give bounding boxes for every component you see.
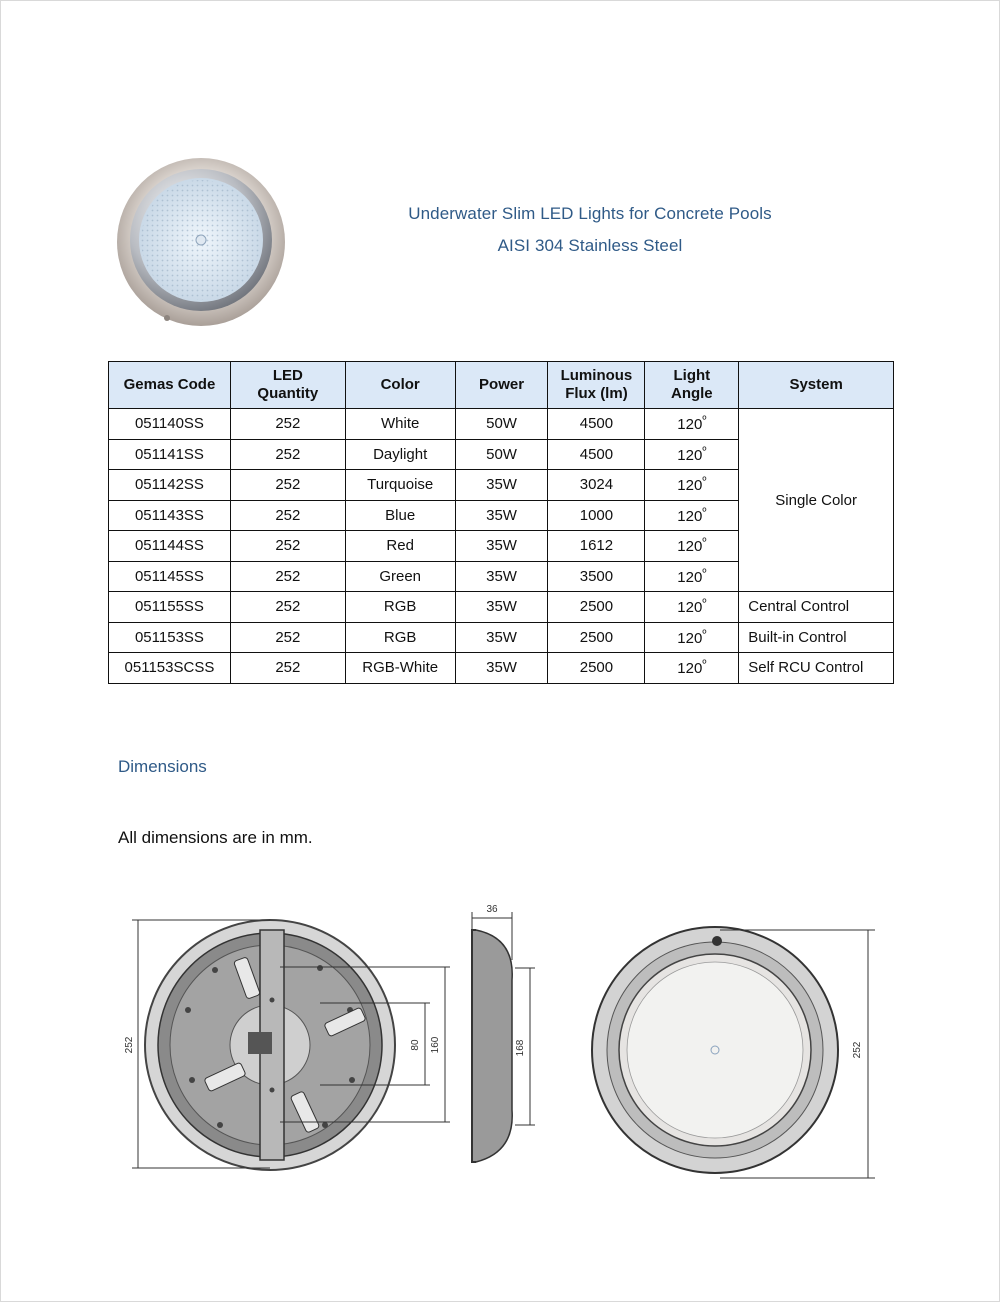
cell-qty: 252 (230, 439, 345, 470)
cell-angle: $120^º$ (645, 592, 739, 623)
back-diameter-label: 252 (124, 1036, 135, 1054)
cell-color: Green (345, 561, 455, 592)
cell-angle: $120^º$ (645, 470, 739, 501)
product-photo (115, 158, 287, 330)
cell-flux: 3024 (548, 470, 645, 501)
cell-code: 051140SS (109, 409, 231, 440)
cell-color: RGB (345, 622, 455, 653)
cell-power: 50W (455, 439, 548, 470)
front-diameter-label: 252 (852, 1041, 863, 1059)
cell-code: 051143SS (109, 500, 231, 531)
cell-code: 051153SS (109, 622, 231, 653)
cell-code: 051144SS (109, 531, 231, 562)
table-row (109, 653, 894, 684)
table-header-row (109, 362, 894, 409)
cell-qty: 252 (230, 470, 345, 501)
cell-angle: $120^º$ (645, 439, 739, 470)
cell-code: 051145SS (109, 561, 231, 592)
cell-system-single-color: Single Color (739, 409, 894, 592)
cell-color: Red (345, 531, 455, 562)
side-view-drawing (472, 904, 535, 1162)
cell-flux: 3500 (548, 561, 645, 592)
cell-power: 35W (455, 622, 548, 653)
side-height-label: 168 (515, 1039, 526, 1057)
header-light-angle: Light Angle (645, 362, 739, 409)
cell-flux: 4500 (548, 409, 645, 440)
header-led-quantity: LED Quantity (230, 362, 345, 409)
cell-angle: $120^º$ (645, 409, 739, 440)
cell-angle: $120^º$ (645, 500, 739, 531)
cell-code: 051155SS (109, 592, 231, 623)
cell-flux: 1000 (548, 500, 645, 531)
side-depth-label: 36 (486, 904, 498, 915)
header-color: Color (345, 362, 455, 409)
cell-flux: 2500 (548, 653, 645, 684)
cell-power: 35W (455, 653, 548, 684)
cell-color: Turquoise (345, 470, 455, 501)
cell-angle: $120^º$ (645, 653, 739, 684)
cell-color: Blue (345, 500, 455, 531)
header-gemas-code: Gemas Code (109, 362, 231, 409)
cell-code: 051142SS (109, 470, 231, 501)
table-row (109, 592, 894, 623)
cell-power: 35W (455, 592, 548, 623)
cell-code: 051153SCSS (109, 653, 231, 684)
header-power: Power (455, 362, 548, 409)
table-row (109, 622, 894, 653)
cell-angle: $120^º$ (645, 561, 739, 592)
cell-flux: 2500 (548, 592, 645, 623)
dimensions-heading: Dimensions (118, 757, 207, 776)
cell-system: Built-in Control (739, 622, 894, 653)
cell-system: Self RCU Control (739, 653, 894, 684)
back-view-drawing (124, 920, 450, 1170)
back-inner-160-label: 160 (430, 1036, 441, 1054)
back-inner-80-label: 80 (410, 1039, 421, 1051)
cell-power: 35W (455, 561, 548, 592)
header-luminous-flux: Luminous Flux (lm) (548, 362, 645, 409)
cell-power: 35W (455, 470, 548, 501)
header-system: System (739, 362, 894, 409)
cell-color: White (345, 409, 455, 440)
dimension-drawings (120, 900, 890, 1200)
product-title: Underwater Slim LED Lights for Concrete Pools (408, 204, 772, 223)
cell-system: Central Control (739, 592, 894, 623)
cell-power: 35W (455, 531, 548, 562)
cell-qty: 252 (230, 592, 345, 623)
cell-power: 50W (455, 409, 548, 440)
dimensions-note: All dimensions are in mm. (118, 828, 313, 847)
cell-color: Daylight (345, 439, 455, 470)
cell-code: 051141SS (109, 439, 231, 470)
cell-color: RGB (345, 592, 455, 623)
cell-angle: $120^º$ (645, 531, 739, 562)
cell-color: RGB-White (345, 653, 455, 684)
cell-qty: 252 (230, 561, 345, 592)
front-view-drawing (592, 927, 875, 1178)
cell-qty: 252 (230, 653, 345, 684)
cell-qty: 252 (230, 409, 345, 440)
spec-table (108, 361, 894, 684)
cell-flux: 2500 (548, 622, 645, 653)
cell-qty: 252 (230, 500, 345, 531)
cell-qty: 252 (230, 531, 345, 562)
product-subtitle: AISI 304 Stainless Steel (497, 236, 683, 255)
cell-flux: 4500 (548, 439, 645, 470)
cell-qty: 252 (230, 622, 345, 653)
cell-angle: $120^º$ (645, 622, 739, 653)
table-row (109, 409, 894, 440)
cell-flux: 1612 (548, 531, 645, 562)
cell-power: 35W (455, 500, 548, 531)
